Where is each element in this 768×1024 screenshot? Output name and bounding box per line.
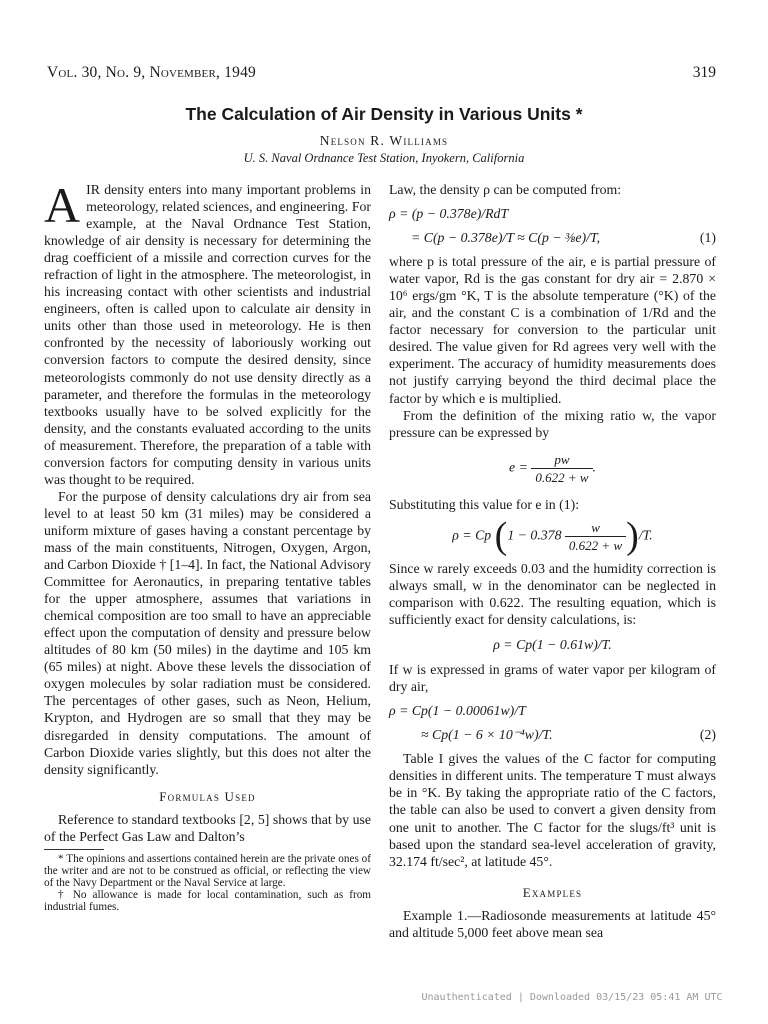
equation-1-line-a: ρ = (p − 0.378e)/RdT <box>389 206 509 222</box>
fraction: $\frac{pw}{0.622 + w}$ <box>531 451 592 486</box>
journal-header: Vol. 30, No. 9, November, 1949 <box>47 64 256 81</box>
equation-substituted: ρ = Cp (1 − 0.378 $\frac{w}{0.622 + w}$ )/T. <box>452 514 653 557</box>
composition-paragraph: For the purpose of density calculations dry air from sea level to at least 50 km (31 miles) may be considered a uniform mixture of gases having a constant percentage by mass of the main constituents, Nitrogen, Oxygen, Argon, and Carbon Dioxide † [1–4]. In fact, the National Advisory Committee for Aeronautics, in preparing tentative tables for the upper atmosphere, assumes that variations in chemical composition are too small to have an appreciable effect upon the computation of density and pressure below altitudes of 80 km (50 miles) in the daytime and 105 km (65 miles) at night. Above these levels the dissociation of oxygen molecules by solar radiation must be considered. The percentages of other gases, such as Neon, Helium, Krypton, and Hydrogen are so small that they may be disregarded in density computations. The amount of Carbon Dioxide varies slightly, but this does not alter the density significantly. <box>44 488 371 777</box>
drop-cap: A <box>44 177 81 233</box>
equation-2-line-b: ≈ Cp(1 − 6 × 10⁻⁴w)/T. (2) <box>421 727 716 743</box>
article-title: The Calculation of Air Density in Various Units * <box>185 104 583 124</box>
fraction: $\frac{w}{0.622 + w}$ <box>565 519 626 554</box>
affiliation: U. S. Naval Ordnance Test Station, Inyokern, California <box>243 151 525 165</box>
left-column <box>44 177 371 913</box>
download-footer: Unauthenticated | Downloaded 03/15/23 05:41 AM UTC <box>421 992 723 1003</box>
equation-simplified: ρ = Cp(1 − 0.61w)/T. <box>493 637 612 653</box>
grams-paragraph: If w is expressed in grams of water vapor per kilogram of dry air, <box>389 662 716 695</box>
formulas-paragraph: Reference to standard textbooks [2, 5] shows that by use of the Perfect Gas Law and Dalton’s <box>44 811 371 844</box>
equation-2-line-a: ρ = Cp(1 − 0.00061w)/T <box>389 703 526 719</box>
author: Nelson R. Williams <box>319 133 449 148</box>
mixing-ratio-paragraph: From the definition of the mixing ratio w, the vapor pressure can be expressed by <box>389 407 716 440</box>
definitions-paragraph: where p is total pressure of the air, e is partial pressure of water vapor, Rd is the gas constant for dry air = 2.870 × 10⁶ ergs/gm °K, T is the absolute temperature (°K) of the air, and the constant C is a combination of 1/Rd and the factor necessary for conversion to the particular unit desired. The value given for Rd agrees very well with the experiment. The accuracy of humidity measurements does not justify carrying beyond the third decimal place the factor by which e is multiplied. <box>389 254 716 406</box>
page-number: 319 <box>692 64 716 81</box>
simplification-paragraph: Since w rarely exceeds 0.03 and the humidity correction is always small, w in the denominator can be neglected in comparison with 0.622. The resulting equation, which is sufficiently exact for density calculations, is: <box>389 560 716 628</box>
substitution-paragraph: Substituting this value for e in (1): <box>389 496 580 512</box>
example-paragraph: Example 1.—Radiosonde measurements at latitude 45° and altitude 5,000 feet above mean sea <box>389 907 716 940</box>
right-column <box>389 181 716 941</box>
footnote-2: † No allowance is made for local contamination, such as from industrial fumes. <box>44 888 371 913</box>
intro-text: IR density enters into many important problems in meteorology, related sciences, and engineering. For example, at the Naval Ordnance Test Station, knowledge of air density is necessary for determining the drag coefficient of a missile and correction curves for the refraction of light in the atmosphere. The meteorologist, in his increasing contact with other scientists and industrial engineers, often is called upon to calculate air density in units other than those used in meteorology. He is then confronted by the necessity of laboriously working out conversion factors to compute the desired density, since meteorologists commonly do not use density directly as a parameter, and therefore the formulas in the meteorology textbooks usually have to be solved explicitly for the density, and the constants evaluated according to the units of measurement. Therefore, the preparation of a table with conversion factors for computing density in various units was thought to be required. <box>44 182 371 487</box>
table-paragraph: Table I gives the values of the C factor for computing densities in different units. The temperature T must always be in °K. By taking the appropriate ratio of the C factors, the table can also be used to convert a given density from one unit to another. The C factor for the slugs/ft³ unit is based upon the standard sea-level acceleration of gravity, 32.174 ft/sec², at latitude 45°. <box>389 751 716 869</box>
equation-2 <box>389 702 716 743</box>
equation-1 <box>389 205 716 246</box>
intro-paragraph <box>44 177 371 488</box>
footnote-1: * The opinions and assertions contained herein are the private ones of the writer and are not to be construed as official, or reflecting the view of the Navy Department or the Naval Service at large. <box>44 852 371 889</box>
section-heading-examples: Examples <box>522 884 583 900</box>
section-heading-formulas: Formulas Used <box>159 788 256 804</box>
equation-2-number: (2) <box>699 727 716 743</box>
footnote-rule <box>44 849 104 850</box>
equation-vapor-pressure: e = $\frac{pw}{0.622 + w}$ . <box>509 451 596 485</box>
equation-1-line-b: = C(p − 0.378e)/T ≈ C(p − ⅜e)/T, (1) <box>411 230 716 246</box>
equation-1-number: (1) <box>699 230 716 246</box>
law-paragraph: Law, the density ρ can be computed from: <box>389 182 622 197</box>
